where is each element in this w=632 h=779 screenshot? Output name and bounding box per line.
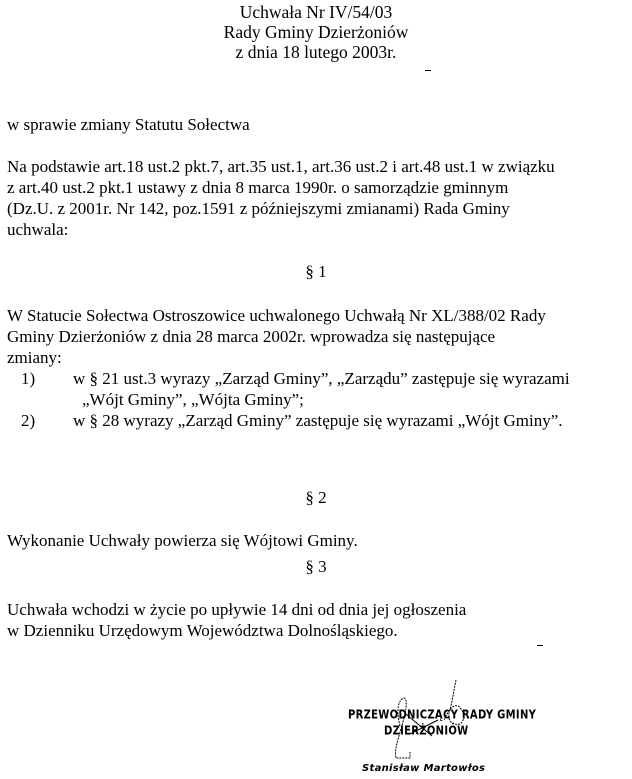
stamp-location: DZIERŻONIÓW	[384, 724, 469, 739]
amendment-item-1	[7, 368, 632, 410]
section-2-line: Wykonanie Uchwały powierza się Wójtowi Gminy.	[7, 531, 358, 550]
subject-line: w sprawie zmiany Statutu Sołectwa	[7, 115, 250, 134]
section-2-heading: § 2	[305, 488, 327, 507]
item-number: 2)	[21, 411, 36, 430]
section-1-heading: § 1	[305, 262, 327, 281]
section-3-body	[7, 599, 632, 641]
document-header	[0, 2, 632, 62]
scan-artifact	[425, 70, 431, 71]
item-line: w § 21 ust.3 wyrazy „Zarząd Gminy”, „Zarządu” zastępuje się wyrazami	[73, 369, 570, 388]
resolution-title: Uchwała Nr IV/54/03	[239, 2, 393, 22]
signature-stamp	[348, 680, 608, 774]
scan-artifact	[537, 645, 543, 646]
section-1-line: W Statucie Sołectwa Ostroszowice uchwalonego Uchwałą Nr XL/388/02 Rady	[7, 306, 546, 325]
item-line: w § 28 wyrazy „Zarząd Gminy” zastępuje się wyrazami „Wójt Gminy”.	[73, 411, 563, 430]
preamble-line: z art.40 ust.2 pkt.1 ustawy z dnia 8 marca 1990r. o samorządzie gminnym	[7, 178, 509, 197]
preamble-line: uchwala:	[7, 220, 69, 239]
resolution-issuer: Rady Gminy Dzierżoniów	[223, 22, 409, 42]
stamp-title: PRZEWODNICZĄCY RADY GMINY	[348, 708, 537, 723]
resolution-date: z dnia 18 lutego 2003r.	[235, 42, 397, 62]
amendment-item-2	[7, 410, 632, 431]
section-1-line: Gminy Dzierżoniów z dnia 28 marca 2002r. wprowadza się następujące	[7, 327, 496, 346]
section-3-line: w Dzienniku Urzędowym Województwa Dolnośląskiego.	[7, 621, 398, 640]
preamble-line: (Dz.U. z 2001r. Nr 142, poz.1591 z późniejszymi zmianami) Rada Gminy	[7, 199, 510, 218]
preamble	[7, 156, 632, 240]
preamble-line: Na podstawie art.18 ust.2 pkt.7, art.35 ust.1, art.36 ust.2 i art.48 ust.1 w związku	[7, 157, 555, 176]
item-number: 1)	[21, 369, 36, 388]
section-1-line: zmiany:	[7, 348, 62, 367]
item-line: „Wójt Gminy”, „Wójta Gminy”;	[82, 390, 304, 409]
section-1-body	[7, 305, 632, 431]
signatory-name: Stanisław Martowłos	[362, 763, 486, 774]
section-3-heading: § 3	[305, 557, 327, 576]
section-3-line: Uchwała wchodzi w życie po upływie 14 dni od dnia jej ogłoszenia	[7, 600, 467, 619]
section-2-body	[7, 530, 632, 551]
